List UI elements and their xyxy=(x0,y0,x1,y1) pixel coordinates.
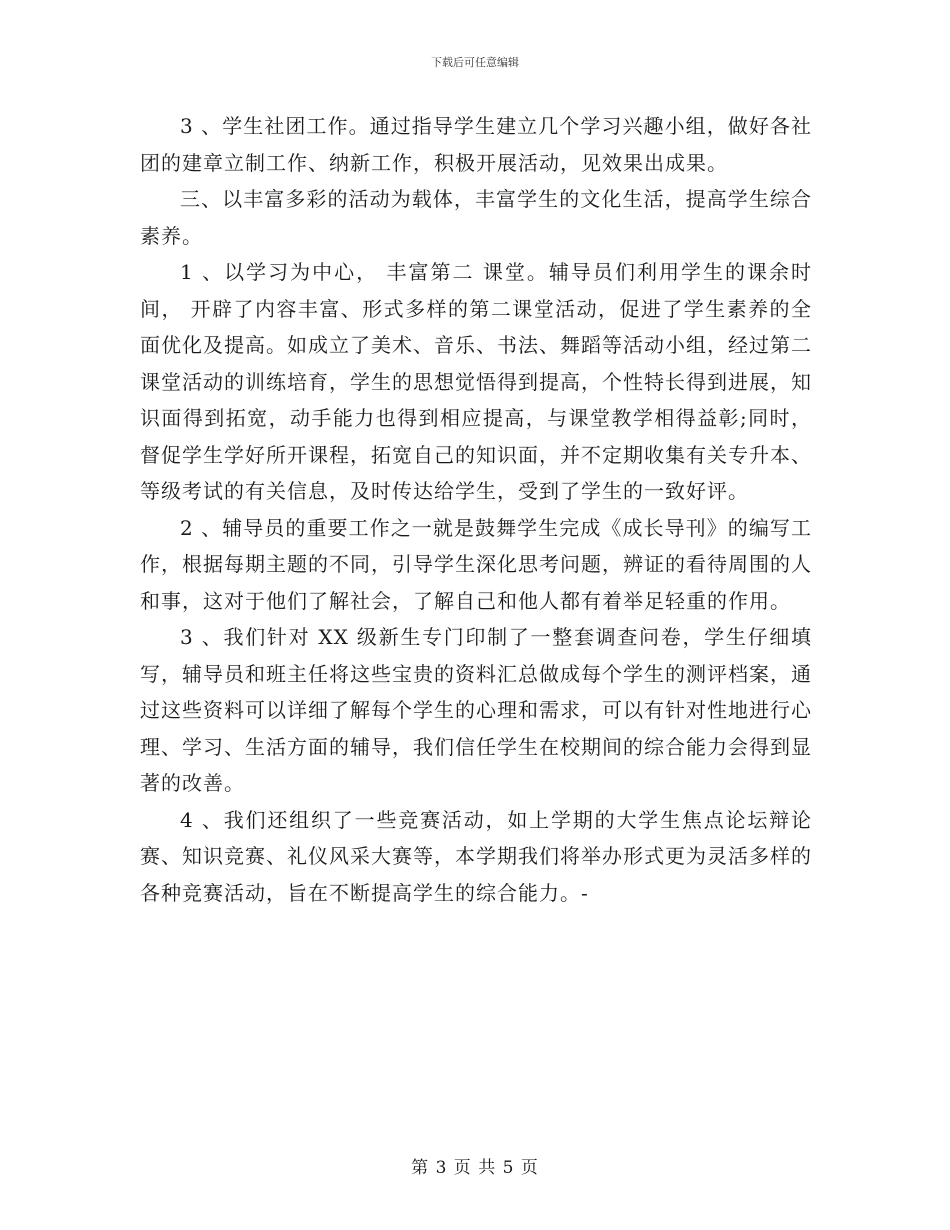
paragraph-survey: 3 、我们针对 XX 级新生专门印制了一整套调查问卷，学生仔细填写，辅导员和班主任将这些宝贵的资料汇总做成每个学生的测评档案，通过这些资料可以详细了解每个学生的心理和需求，可以有针对性地进行心理、学习、生活方面的辅导，我们信任学生在校期间的综合能力会得到显著的改善。 xyxy=(140,625,812,795)
paragraph-student-clubs: 3 、学生社团工作。通过指导学生建立几个学习兴趣小组，做好各社团的建章立制工作、纳新工作，积极开展活动，见效果出成果。 xyxy=(140,114,812,175)
paragraph-competitions: 4 、我们还组织了一些竞赛活动，如上学期的大学生焦点论坛辩论赛、知识竞赛、礼仪风采大赛等，本学期我们将举办形式更为灵活多样的各种竞赛活动，旨在不断提高学生的综合能力。- xyxy=(140,807,812,905)
paragraph-growth-journal: 2 、辅导员的重要工作之一就是鼓舞学生完成《成长导刊》的编写工作，根据每期主题的不同，引导学生深化思考问题，辨证的看待周围的人和事，这对于他们了解社会，了解自己和他人都有着举足轻重的作用。 xyxy=(140,515,812,613)
document-body xyxy=(140,108,812,911)
paragraph-second-classroom: 1 、以学习为中心， 丰富第二 课堂。辅导员们利用学生的课余时间， 开辟了内容丰富、形式多样的第二课堂活动，促进了学生素养的全面优化及提高。如成立了美术、音乐、书法、舞蹈等活动小组，经过第二课堂活动的训练培育，学生的思想觉悟得到提高，个性特长得到进展，知识面得到拓宽，动手能力也得到相应提高，与课堂教学相得益彰;同时，督促学生学好所开课程，拓宽自己的知识面，并不定期收集有关专升本、等级考试的有关信息，及时传达给学生，受到了学生的一致好评。 xyxy=(140,260,812,503)
paragraph-section-three-heading: 三、以丰富多彩的活动为载体，丰富学生的文化生活，提高学生综合素养。 xyxy=(140,187,812,248)
page-header: 下载后可任意编辑 xyxy=(431,56,519,69)
page-footer: 第 3 页 共 5 页 xyxy=(411,1158,539,1178)
